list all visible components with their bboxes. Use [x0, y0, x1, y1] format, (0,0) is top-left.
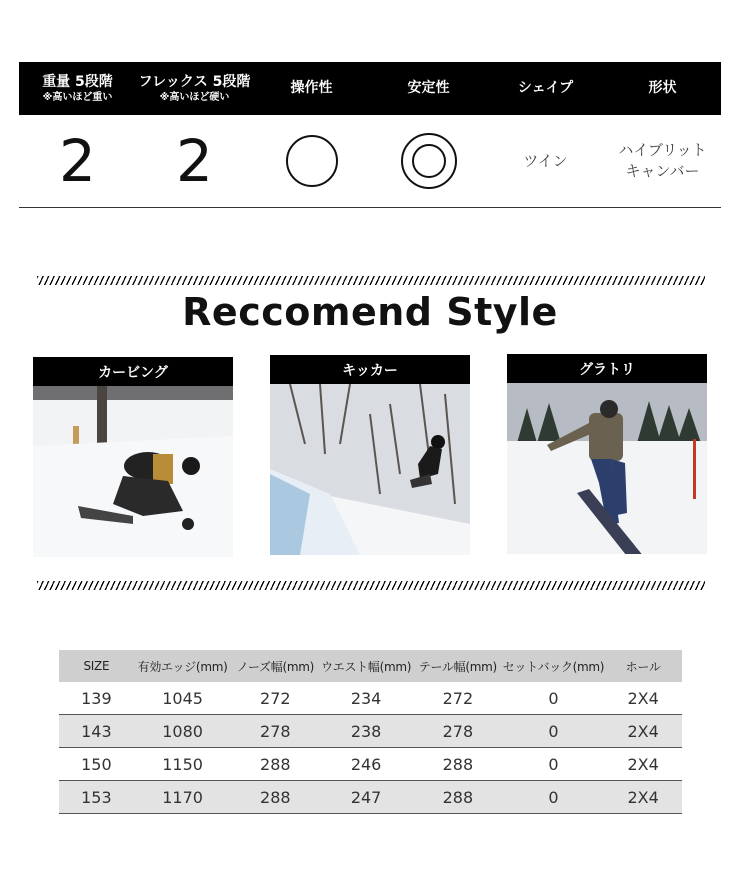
table-cell: 247 — [319, 781, 413, 814]
header-stability — [370, 62, 487, 115]
style-label-carving: カービング — [33, 357, 233, 386]
header-stability-label: 安定性 — [407, 80, 450, 96]
spec-table — [19, 62, 721, 208]
table-cell: 288 — [231, 781, 319, 814]
flex-value: 2 — [176, 127, 213, 195]
weight-cell — [19, 115, 136, 207]
maneuverability-cell — [253, 115, 370, 207]
table-cell: 150 — [59, 748, 134, 781]
col-effective-edge: 有効エッジ(mm) — [134, 650, 232, 682]
header-shape — [487, 62, 604, 115]
table-cell: 288 — [231, 748, 319, 781]
table-cell: 0 — [503, 748, 605, 781]
table-cell: 2X4 — [604, 748, 682, 781]
profile-cell — [604, 115, 721, 207]
size-table-header — [59, 650, 682, 682]
stability-cell — [370, 115, 487, 207]
shape-cell — [487, 115, 604, 207]
profile-value: ハイブリット キャンバー — [618, 141, 707, 180]
carving-photo — [33, 386, 233, 557]
col-holes: ホール — [604, 650, 682, 682]
col-tail-width: テール幅(mm) — [413, 650, 503, 682]
header-maneuverability-label: 操作性 — [290, 80, 333, 96]
col-nose-width: ノーズ幅(mm) — [231, 650, 319, 682]
table-row — [59, 715, 682, 748]
hatched-divider-bottom — [37, 581, 705, 590]
style-card-kicker — [270, 355, 470, 555]
table-cell: 1170 — [134, 781, 232, 814]
table-cell: 272 — [413, 682, 503, 715]
table-row — [59, 781, 682, 814]
header-shape-label: シェイプ — [517, 80, 574, 96]
header-flex-note: ※高いほど硬い — [159, 91, 230, 103]
kicker-photo — [270, 384, 470, 555]
recommend-title: Reccomend Style — [182, 290, 558, 334]
weight-value: 2 — [59, 127, 96, 195]
table-cell: 234 — [319, 682, 413, 715]
table-cell: 0 — [503, 781, 605, 814]
header-weight-note: ※高いほど重い — [42, 91, 113, 103]
ground-trick-photo — [507, 383, 707, 554]
table-cell: 153 — [59, 781, 134, 814]
table-cell: 2X4 — [604, 715, 682, 748]
table-cell: 278 — [231, 715, 319, 748]
style-label-ground-trick: グラトリ — [507, 354, 707, 383]
col-waist-width: ウエスト幅(mm) — [319, 650, 413, 682]
header-weight-label: 重量 5段階 — [42, 73, 113, 90]
style-label-kicker: キッカー — [270, 355, 470, 384]
table-cell: 139 — [59, 682, 134, 715]
table-row — [59, 682, 682, 715]
table-cell: 0 — [503, 682, 605, 715]
shape-value: ツイン — [523, 151, 568, 170]
style-card-carving — [33, 357, 233, 557]
table-cell: 288 — [413, 781, 503, 814]
table-cell: 246 — [319, 748, 413, 781]
flex-cell — [136, 115, 253, 207]
table-cell: 1080 — [134, 715, 232, 748]
col-setback: セットバック(mm) — [503, 650, 605, 682]
table-cell: 1150 — [134, 748, 232, 781]
col-size: SIZE — [59, 650, 134, 682]
table-cell: 2X4 — [604, 682, 682, 715]
header-maneuverability — [253, 62, 370, 115]
spec-value-row — [19, 115, 721, 208]
table-cell: 238 — [319, 715, 413, 748]
table-cell: 2X4 — [604, 781, 682, 814]
table-cell: 1045 — [134, 682, 232, 715]
header-flex — [136, 62, 253, 115]
single-circle-icon — [286, 135, 338, 187]
table-cell: 272 — [231, 682, 319, 715]
header-weight — [19, 62, 136, 115]
size-table — [59, 650, 682, 814]
table-cell: 278 — [413, 715, 503, 748]
header-flex-label: フレックス 5段階 — [138, 73, 251, 90]
header-profile — [604, 62, 721, 115]
table-cell: 288 — [413, 748, 503, 781]
double-circle-icon — [401, 133, 457, 189]
table-cell: 143 — [59, 715, 134, 748]
spec-header-row — [19, 62, 721, 115]
style-card-ground-trick — [507, 354, 707, 554]
table-row — [59, 748, 682, 781]
hatched-divider-top — [37, 276, 705, 285]
table-cell: 0 — [503, 715, 605, 748]
header-profile-label: 形状 — [648, 80, 677, 96]
